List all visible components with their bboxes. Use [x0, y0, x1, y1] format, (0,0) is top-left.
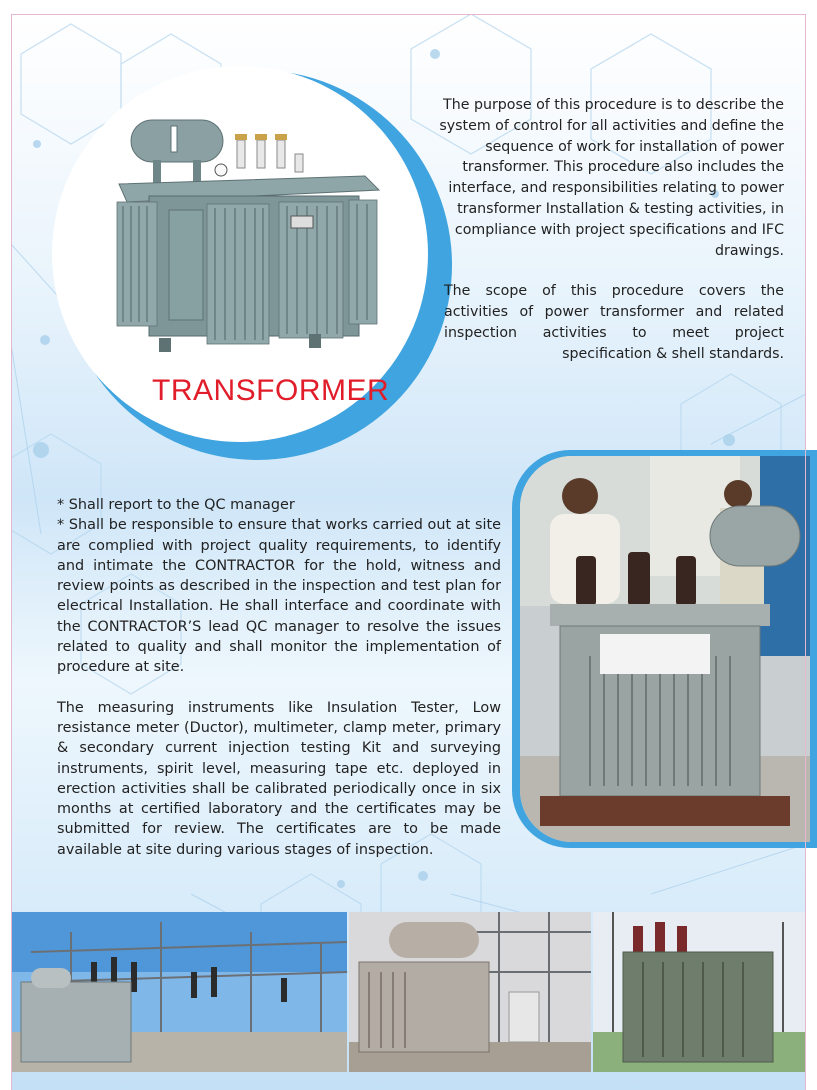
circle-title: TRANSFORMER: [152, 374, 390, 407]
intro-section: [404, 95, 784, 385]
substation-photo: [11, 912, 347, 1072]
bullet-report: * Shall report to the QC manager: [57, 497, 295, 513]
bottom-photo-strip: [11, 912, 806, 1072]
transformer-yard-photo: [349, 912, 590, 1072]
responsibilities-section: [57, 495, 501, 860]
instruments-paragraph: The measuring instruments like Insulation Tester, Low resistance meter (Ductor), multimeter, clamp meter, primary & secondary current injection testing Kit and surveying instruments, spirit level, measuring tape etc. deployed in erection activities shall be calibrated periodically once in six months at certified laboratory and the certificates may be submitted for review. The certificates are to be made available at site during various stages of inspection.: [57, 699, 501, 858]
bullet-responsible: * Shall be responsible to ensure that works carried out at site are complied with project quality requirements, to identify and intimate the CONTRACTOR for the hold, witness and review points as described in the inspection and test plan for electrical Installation. He shall interface and coordinate with the CONTRACTOR’S lead QC manager to resolve the issues related to quality and shall monitor the implementation of procedure at site.: [57, 517, 501, 676]
purpose-paragraph: The purpose of this procedure is to describe the system of control for all activities and define the sequence of work for installation of power transformer. This procedure also includes the interface, and responsibilities relating to power transformer Installation & testing activities, in compliance with project specifications and IFC drawings.: [439, 97, 784, 259]
transformer-illustration: [109, 110, 389, 360]
transformer-closeup-photo: [593, 912, 806, 1072]
transformer-testing-photo: [520, 456, 810, 842]
scope-paragraph: The scope of this procedure covers the activities of power transformer and related inspection activities to meet project specification & shell standards.: [444, 283, 784, 362]
